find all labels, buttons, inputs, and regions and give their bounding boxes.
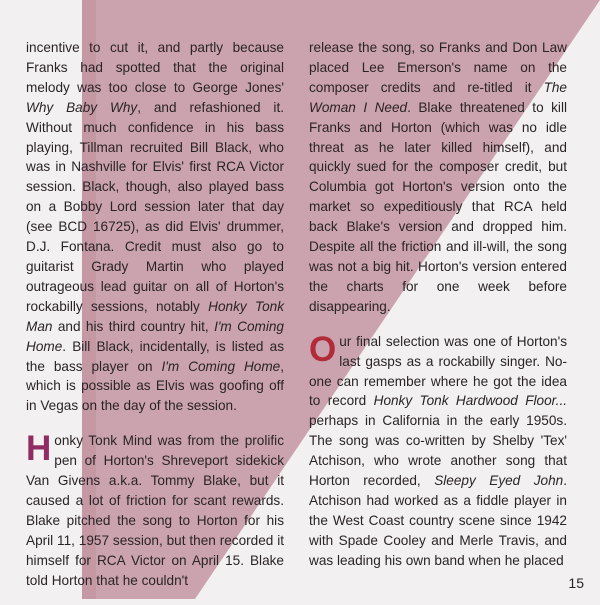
paragraph-release: release the song, so Franks and Don Law placed Lee Emerson's name on the composer credits and re-titled it The Woman I Need. Blake threatened to kill Franks and Horton (which was no idle threat as he later killed himself), and quickly sued for the composer credit, but Columbia got Horton's version onto the market so expeditiously that RCA held back Blake's version and dropped him. Despite all the friction and ill-will, the song was not a big hit. Horton's version entered the charts for one week before disappearing. bbox=[309, 40, 567, 314]
paragraph-continuation: incentive to cut it, and partly because Franks had spotted that the original melody was too close to George Jones' Why Baby Why, and refashioned it. Without much confidence in his bass playing, Tillman recruited Bill Black, who was in Nashville for Elvis' first RCA Victor session. Black, though, also played bass on a Bobby Lord session later that day (see BCD 16725), as did Elvis' drummer, D.J. Fontana. Credit must also go to guitarist Grady Martin who played outrageous lead guitar on all of Horton's rockabilly sessions, notably Honky Tonk Man and his third country hit, I'm Coming Home. Bill Black, incidentally, is listed as the bass player on I'm Coming Home, which is possible as Elvis was goofing off in Vegas on the day of the session. bbox=[26, 40, 284, 414]
paragraph-final-selection: Our final selection was one of Horton's last gasps as a rockabilly singer. No-one can remember where he got the idea to record Honky Tonk Hardwood Floor... perhaps in California in the early 1950s. The song was co-written by Shelby 'Tex' Atchison, who wrote another song that Horton recorded, Sleepy Eyed John. Atchison had worked as a fiddle player in the West Coast country scene since 1942 with Spade Cooley and Merle Travis, and was leading his own band when he placed bbox=[309, 329, 568, 568]
dropcap-h: H bbox=[26, 429, 52, 469]
page-number: 15 bbox=[568, 575, 584, 591]
paragraph-honky-tonk-mind: Honky Tonk Mind was from the prolific pen of Horton's Shreveport sidekick Van Givens a.k.a. Tommy Blake, but it caused a lot of friction for scant rewards. Blake pitched the song to Horton for his April 11, 1957 session, but then recorded it himself for RCA Victor on April 15. Blake told Horton that he couldn't bbox=[26, 429, 284, 588]
right-column bbox=[309, 38, 567, 586]
dropcap-o: O bbox=[309, 329, 337, 369]
left-column bbox=[26, 38, 284, 605]
